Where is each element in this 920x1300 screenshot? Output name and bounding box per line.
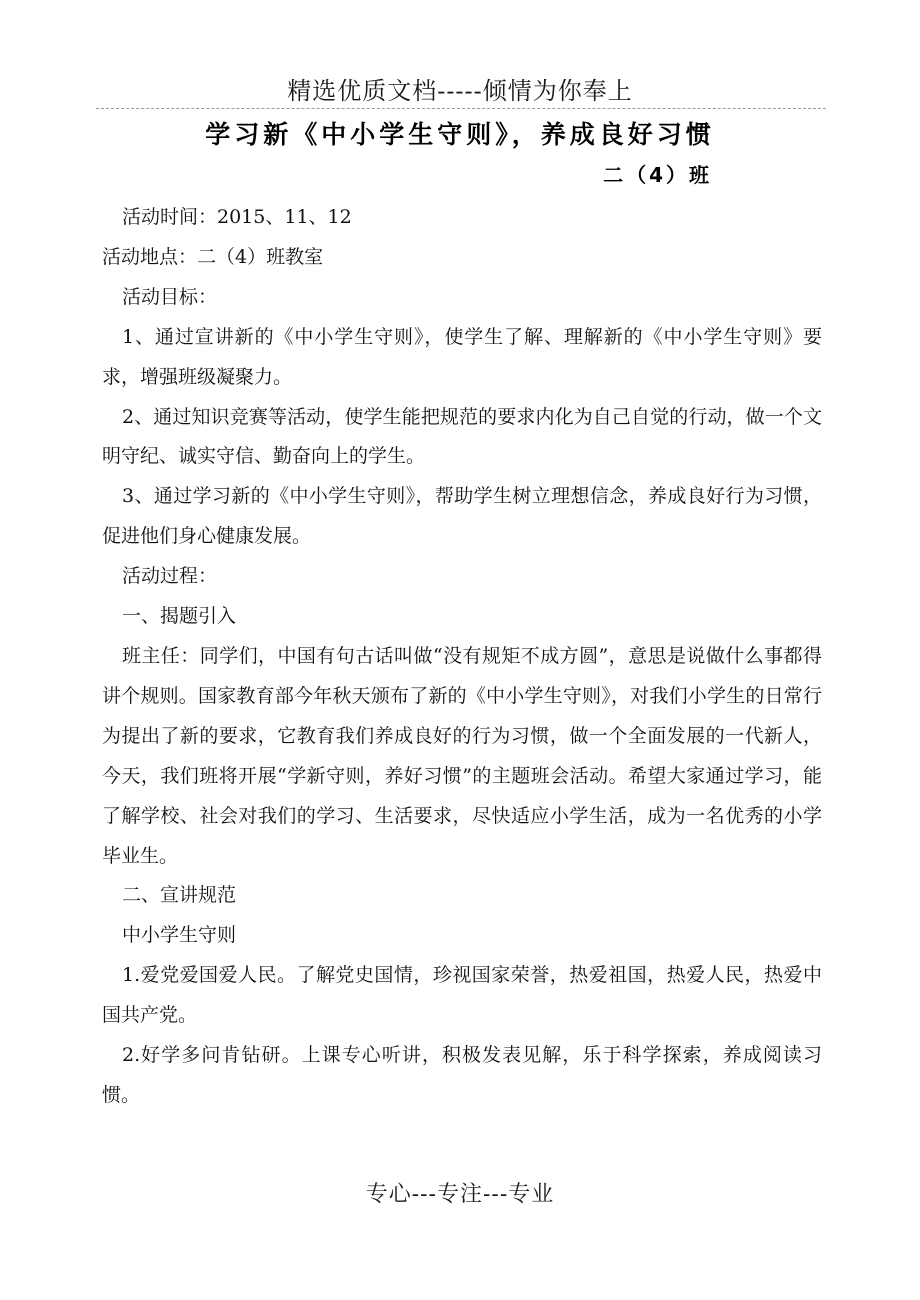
document-body — [102, 198, 822, 1116]
goal-item: 3、通过学习新的《中小学生守则》，帮助学生树立理想信念，养成良好行为习惯，促进他们身心健康发展。 — [102, 485, 822, 548]
header-banner: 精选优质文档-----倾情为你奉上 — [287, 77, 633, 105]
header-divider — [96, 108, 826, 109]
footer-banner: 专心---专注---专业 — [365, 1182, 555, 1207]
section-heading: 二、宣讲规范 — [122, 884, 237, 907]
rules-heading: 中小学生守则 — [122, 924, 237, 947]
section-heading: 一、揭题引入 — [122, 605, 237, 628]
process-heading: 活动过程： — [122, 565, 218, 588]
teacher-speech: 班主任：同学们，中国有句古话叫做“没有规矩不成方圆”，意思是说做什么事都得讲个规则。国家教育部今年秋天颁布了新的《中小学生守则》，对我们小学生的日常行为提出了新的要求，它教育我们养成良好的行为习惯，做一个全面发展的一代新人，今天，我们班将开展“学新守则，养好习惯”的主题班会活动。希望大家通过学习，能了解学校、社会对我们的学习、生活要求，尽快适应小学生活，成为一名优秀的小学毕业生。 — [102, 644, 822, 867]
activity-time: 活动时间：2015、11、12 — [122, 206, 352, 228]
goals-heading: 活动目标： — [122, 285, 218, 308]
rule-item: 2.好学多问肯钻研。上课专心听讲，积极发表见解，乐于科学探索，养成阅读习惯。 — [102, 1044, 822, 1106]
class-label: 二（4）班 — [603, 163, 712, 187]
rule-item: 1.爱党爱国爱人民。了解党史国情，珍视国家荣誉，热爱祖国，热爱人民，热爱中国共产党。 — [102, 964, 822, 1027]
goal-item: 1、通过宣讲新的《中小学生守则》，使学生了解、理解新的《中小学生守则》要求，增强班级凝聚力。 — [102, 325, 822, 388]
activity-location: 活动地点：二（4）班教室 — [102, 245, 324, 268]
document-title: 学习新《中小学生守则》，养成良好习惯 — [205, 120, 715, 149]
goal-item: 2、通过知识竞赛等活动，使学生能把规范的要求内化为自己自觉的行动，做一个文明守纪、诚实守信、勤奋向上的学生。 — [102, 405, 822, 468]
